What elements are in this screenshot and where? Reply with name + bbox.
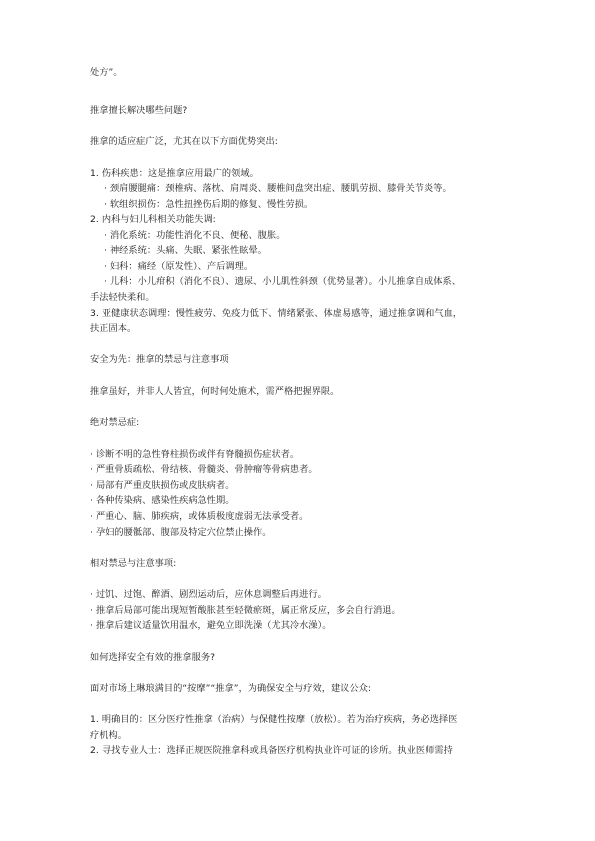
- absolute-item-2: · 严重骨质疏松、骨结核、骨髓炎、骨肿瘤等骨病患者。: [90, 464, 318, 475]
- sub-item-2b: · 神经系统：头痛、失眠、紧张性眩晕。: [104, 245, 267, 256]
- relative-item-1: · 过饥、过饱、醉酒、剧烈运动后，应休息调整后再进行。: [90, 589, 327, 600]
- section-heading-safety: 安全为先：推拿的禁忌与注意事项: [90, 354, 229, 365]
- subheading-relative-contraindications: 相对禁忌与注意事项:: [90, 558, 177, 569]
- choose-item-1-line1: 1. 明确目的：区分医疗性推拿（治病）与保健性按摩（放松）。若为治疗疾病，务必选择医: [90, 714, 458, 725]
- sub-item-1b: · 软组织损伤：急性扭挫伤后期的修复、慢性劳损。: [104, 199, 314, 210]
- absolute-item-6: · 孕妇的腰骶部、腹部及特定穴位禁止操作。: [90, 527, 272, 538]
- subheading-absolute-contraindications: 绝对禁忌症:: [90, 417, 140, 428]
- list-item-1: 1. 伤科疾患：这是推拿应用最广的领域。: [90, 168, 259, 179]
- absolute-item-5: · 严重心、脑、肺疾病，或体质极度虚弱无法承受者。: [90, 511, 309, 522]
- absolute-item-1: · 诊断不明的急性脊柱损伤或伴有脊髓损伤症状者。: [90, 449, 300, 460]
- paragraph-choose-intro: 面对市场上琳琅满目的“按摩”“推拿”，为确保安全与疗效，建议公众:: [90, 683, 372, 694]
- list-item-2: 2. 内科与妇儿科相关功能失调:: [90, 214, 216, 225]
- section-heading-choose: 如何选择安全有效的推拿服务?: [90, 652, 216, 663]
- section-heading-problems: 推拿擅长解决哪些问题?: [90, 105, 188, 116]
- paragraph-safety-intro: 推拿虽好，并非人人皆宜，何时何处施术，需严格把握界限。: [90, 386, 340, 397]
- choose-item-1-line2: 疗机构。: [90, 730, 127, 741]
- sub-item-2c: · 妇科：痛经（原发性）、产后调理。: [104, 261, 254, 272]
- list-item-3-line1: 3. 亚健康状态调理：慢性疲劳、免疫力低下、情绪紧张、体虚易感等，通过推拿调和气血，: [90, 308, 463, 319]
- choose-item-2-line1: 2. 寻找专业人士：选择正规医院推拿科或具备医疗机构执业许可证的诊所。执业医师需持: [90, 745, 453, 756]
- relative-item-3: · 推拿后建议适量饮用温水，避免立即洗澡（尤其冷水澡）。: [90, 620, 332, 631]
- paragraph-continuation: 处方”。: [90, 67, 123, 78]
- sub-item-2d-line2: 手法轻快柔和。: [90, 292, 155, 303]
- absolute-item-4: · 各种传染病、感染性疾病急性期。: [90, 495, 235, 506]
- absolute-item-3: · 局部有严重皮肤损伤或皮肤病者。: [90, 480, 235, 491]
- list-item-3-line2: 扶正固本。: [90, 323, 137, 334]
- relative-item-2: · 推拿后局部可能出现短暂酸胀甚至轻微瘀斑，属正常反应，多会自行消退。: [90, 605, 401, 616]
- sub-item-2a: · 消化系统：功能性消化不良、便秘、腹胀。: [104, 230, 286, 241]
- sub-item-1a: · 颈肩腰腿痛：颈椎病、落枕、肩周炎、腰椎间盘突出症、腰肌劳损、膝骨关节炎等。: [104, 183, 452, 194]
- sub-item-2d-line1: · 儿科：小儿疳积（消化不良）、遗尿、小儿肌性斜颈（优势显著）。小儿推拿自成体系、: [104, 276, 462, 287]
- paragraph-intro: 推拿的适应症广泛，尤其在以下方面优势突出:: [90, 136, 278, 147]
